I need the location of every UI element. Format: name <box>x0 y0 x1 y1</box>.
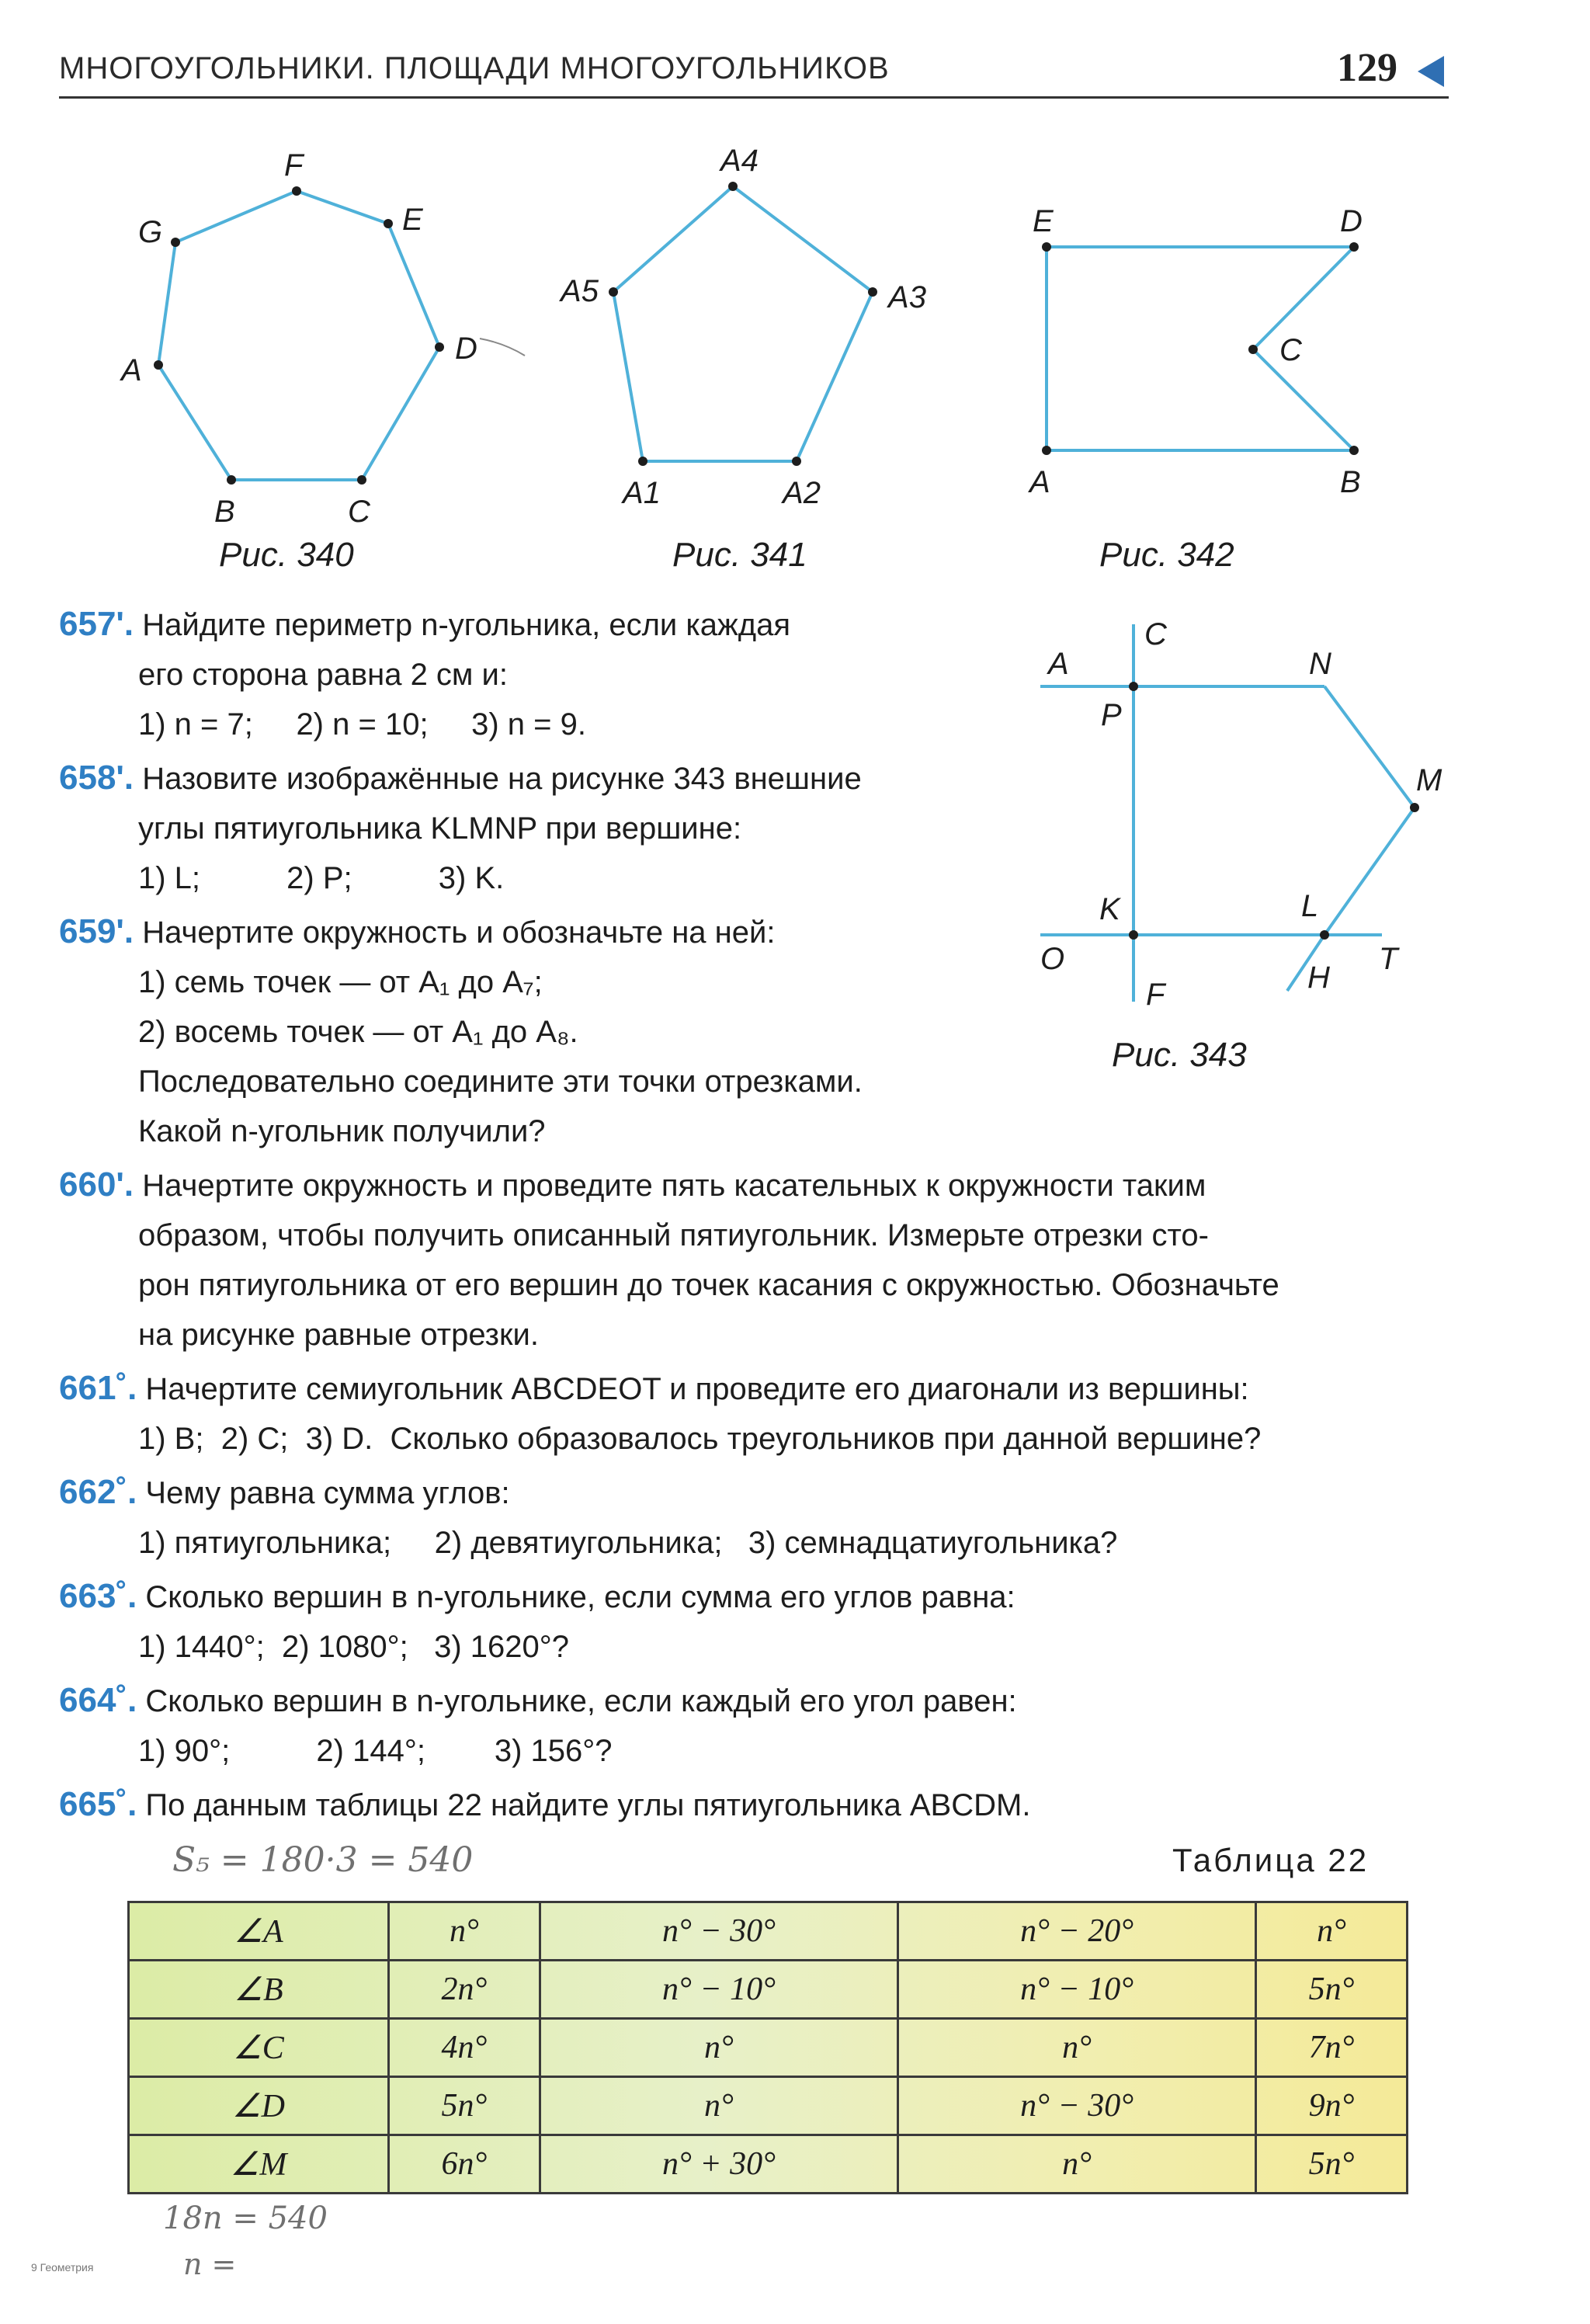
problem-text-line: 1) 1440°; 2) 1080°; 3) 1620°? <box>138 1630 570 1664</box>
table-cell: 9n° <box>1256 2077 1408 2135</box>
page-footer: 9 Геометрия <box>31 2261 94 2274</box>
table-cell: n° <box>897 2135 1255 2194</box>
handwritten-note-equation: 18n = 540 <box>163 2201 328 2236</box>
label-M: M <box>1416 763 1442 797</box>
problem-662 <box>59 1468 1117 1568</box>
problem-text-line: 1) n = 7; 2) n = 10; 3) n = 9. <box>138 707 586 742</box>
problem-659 <box>59 907 863 1156</box>
problem-text-line: образом, чтобы получить описанный пятиугольник. Измерьте отрезки сто- <box>138 1218 1209 1252</box>
table-cell: 4n° <box>389 2019 540 2077</box>
label-N: N <box>1309 647 1331 681</box>
problem-657 <box>59 599 790 749</box>
table-cell: 5n° <box>1256 2135 1408 2194</box>
problem-text-line: Сколько вершин в n-угольнике, если каждый его угол равен: <box>145 1684 1017 1718</box>
table-cell: ∠A <box>129 1902 389 1961</box>
table-row <box>129 2077 1408 2135</box>
table-cell: n° <box>540 2077 897 2135</box>
pentagon-outline <box>613 186 873 461</box>
label-C: C <box>348 495 370 529</box>
label-A: A <box>121 353 142 387</box>
problem-number: 658'. <box>59 759 134 797</box>
page-number: 129 <box>1337 46 1397 90</box>
label-C: C <box>1279 333 1302 367</box>
table-cell: n° − 30° <box>897 2077 1255 2135</box>
problem-text-line: Последовательно соедините эти точки отрезками. <box>138 1065 863 1099</box>
table-cell: 6n° <box>389 2135 540 2194</box>
page-header-title: МНОГОУГОЛЬНИКИ. ПЛОЩАДИ МНОГОУГОЛЬНИКОВ <box>59 51 890 85</box>
figure-342-caption: Рис. 342 <box>1099 536 1234 574</box>
table-cell: 5n° <box>389 2077 540 2135</box>
table-cell: n° + 30° <box>540 2135 897 2194</box>
problem-text-line: 1) 90°; 2) 144°; 3) 156°? <box>138 1734 613 1768</box>
table-22 <box>127 1901 1408 2194</box>
problem-664 <box>59 1676 1017 1776</box>
problem-text-line: Начертите окружность и проведите пять касательных к окружности таким <box>142 1169 1206 1203</box>
figure-342-concave-pentagon <box>1009 194 1413 520</box>
problem-text-line: Сколько вершин в n-угольнике, если сумма его углов равна: <box>145 1580 1015 1614</box>
label-D: D <box>455 332 477 366</box>
table-row <box>129 2019 1408 2077</box>
problem-658 <box>59 753 862 903</box>
concave-pentagon-outline <box>1047 247 1354 450</box>
header-divider <box>59 96 1449 99</box>
label-G: G <box>138 215 163 249</box>
problem-text-line: По данным таблицы 22 найдите углы пятиугольника ABCDM. <box>145 1788 1031 1822</box>
problem-text-line: 1) пятиугольника; 2) девятиугольника; 3) семнадцатиугольника? <box>138 1526 1118 1560</box>
handwritten-note-n: n = <box>183 2247 237 2281</box>
problem-665 <box>59 1780 1030 1830</box>
table-cell: n° <box>897 2019 1255 2077</box>
table-cell: ∠M <box>129 2135 389 2194</box>
table-cell: 5n° <box>1256 1961 1408 2019</box>
problem-text-line: на рисунке равные отрезки. <box>138 1318 539 1352</box>
figure-341-caption: Рис. 341 <box>672 536 807 574</box>
label-B: B <box>214 495 235 529</box>
table-cell: 2n° <box>389 1961 540 2019</box>
problem-number: 659'. <box>59 912 134 950</box>
problem-660 <box>59 1160 1279 1360</box>
problem-text-line: его сторона равна 2 см и: <box>138 658 508 692</box>
problem-number: 657'. <box>59 605 134 643</box>
table-cell: n° − 10° <box>897 1961 1255 2019</box>
table-cell: ∠D <box>129 2077 389 2135</box>
problem-text-line: Начертите окружность и обозначьте на ней: <box>142 915 776 950</box>
label-K: K <box>1099 892 1120 926</box>
table-row <box>129 1961 1408 2019</box>
table-cell: n° − 10° <box>540 1961 897 2019</box>
problem-text-line: Чему равна сумма углов: <box>145 1476 510 1510</box>
problem-text-line: углы пятиугольника KLMNP при вершине: <box>138 811 742 846</box>
label-F: F <box>284 148 304 182</box>
table-row <box>129 2135 1408 2194</box>
problem-number: 663˚. <box>59 1577 137 1615</box>
label-B: B <box>1340 465 1361 499</box>
problem-number: 660'. <box>59 1165 134 1204</box>
label-A3: A3 <box>888 280 926 314</box>
label-F: F <box>1146 978 1165 1012</box>
table-cell: n° <box>1256 1902 1408 1961</box>
label-P: P <box>1101 698 1122 732</box>
table-cell: 7n° <box>1256 2019 1408 2077</box>
problem-text-line: рон пятиугольника от его вершин до точек касания с окружностью. Обозначьте <box>138 1268 1279 1302</box>
page-marker-triangle <box>1418 56 1444 87</box>
label-H: H <box>1307 961 1330 995</box>
handwritten-note-sum: S₅ = 180·3 = 540 <box>172 1840 474 1880</box>
table-cell: ∠C <box>129 2019 389 2077</box>
problem-text-line: 2) восемь точек — от A₁ до A₈. <box>138 1015 578 1049</box>
problem-number: 665˚. <box>59 1785 137 1823</box>
problem-text-line: Назовите изображённые на рисунке 343 внешние <box>142 762 862 796</box>
table-row <box>129 1902 1408 1961</box>
problem-text-line: 1) L; 2) P; 3) K. <box>138 861 505 895</box>
problem-text-line: Начертите семиугольник ABCDEOT и проведите его диагонали из вершины: <box>145 1372 1249 1406</box>
problem-text-line: Какой n-угольник получили? <box>138 1114 546 1148</box>
label-A5: A5 <box>561 274 599 308</box>
figure-341-pentagon <box>543 132 947 520</box>
label-A4: A4 <box>720 144 759 178</box>
figure-340-caption: Рис. 340 <box>219 536 354 574</box>
problem-661 <box>59 1363 1261 1464</box>
table-caption: Таблица 22 <box>1172 1842 1370 1878</box>
label-C: C <box>1144 617 1167 651</box>
figure-343-pentagon-klmnp <box>1025 606 1460 1017</box>
problem-663 <box>59 1572 1015 1672</box>
label-A: A <box>1029 465 1050 499</box>
label-E: E <box>1033 204 1054 238</box>
problem-number: 661˚. <box>59 1369 137 1407</box>
label-E: E <box>402 203 423 237</box>
problem-number: 662˚. <box>59 1473 137 1511</box>
label-D: D <box>1340 204 1363 238</box>
label-A2: A2 <box>783 476 821 510</box>
problem-text-line: 1) B; 2) C; 3) D. Сколько образовалось треугольников при данной вершине? <box>138 1422 1262 1456</box>
problem-number: 664˚. <box>59 1681 137 1719</box>
figure-343-caption: Рис. 343 <box>1112 1036 1247 1074</box>
label-T: T <box>1379 942 1398 976</box>
label-A1: A1 <box>623 476 661 510</box>
table-cell: n° − 20° <box>897 1902 1255 1961</box>
label-A: A <box>1048 647 1069 681</box>
figure-340-heptagon <box>116 140 520 544</box>
heptagon-outline <box>158 191 439 480</box>
table-cell: ∠B <box>129 1961 389 2019</box>
label-L: L <box>1301 889 1319 923</box>
label-O: O <box>1040 942 1065 976</box>
problem-text-line: 1) семь точек — от A₁ до A₇; <box>138 965 543 999</box>
table-cell: n° <box>540 2019 897 2077</box>
table-cell: n° − 30° <box>540 1902 897 1961</box>
problem-text-line: Найдите периметр n-угольника, если каждая <box>142 608 790 642</box>
table-cell: n° <box>389 1902 540 1961</box>
